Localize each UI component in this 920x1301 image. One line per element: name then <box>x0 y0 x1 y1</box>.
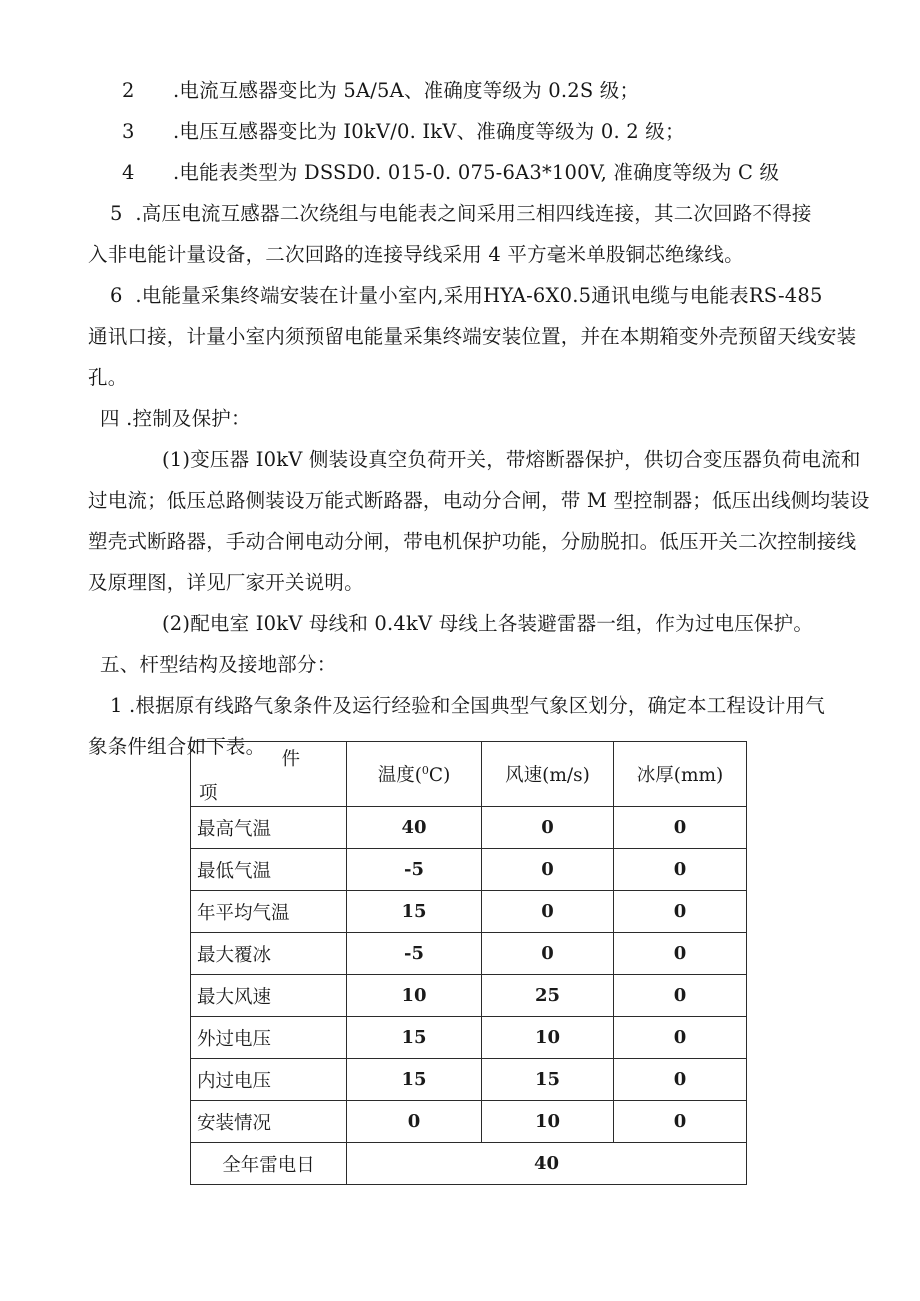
row-label: 内过电压 <box>191 1059 347 1101</box>
cell-windspeed: 0 <box>482 891 614 933</box>
degree-superscript: 0 <box>421 763 429 777</box>
table-row <box>191 1059 747 1101</box>
row-label: 最大风速 <box>191 975 347 1017</box>
cell-icethickness: 0 <box>614 1059 747 1101</box>
table-footer-row <box>191 1143 747 1185</box>
row-label: 最高气温 <box>191 807 347 849</box>
cell-windspeed: 15 <box>482 1059 614 1101</box>
cell-windspeed: 0 <box>482 933 614 975</box>
clause-2: (2)配电室 I0kV 母线和 0.4kV 母线上各装避雷器一组，作为过电压保护。 <box>162 612 814 635</box>
corner-top-label: 件 <box>281 749 300 770</box>
row-label: 外过电压 <box>191 1017 347 1059</box>
list-item-5-line2: 入非电能计量设备，二次回路的连接导线采用 4 平方毫米单股铜芯绝缘线。 <box>88 243 744 266</box>
cell-temperature: 40 <box>347 807 482 849</box>
list-item-2: 2 .电流互感器变比为 5A/5A、准确度等级为 0.2S 级； <box>122 79 640 102</box>
footer-row-label: 全年雷电日 <box>191 1143 347 1185</box>
table-row <box>191 807 747 849</box>
weather-conditions-table <box>190 741 747 1185</box>
column-header-temperature-suffix: C) <box>428 765 451 786</box>
cell-windspeed: 0 <box>482 849 614 891</box>
cell-temperature: 15 <box>347 891 482 933</box>
cell-icethickness: 0 <box>614 1101 747 1143</box>
document-body <box>88 70 870 767</box>
section-heading-four: 四 .控制及保护： <box>100 407 251 430</box>
clause-1-line3: 塑壳式断路器，手动合闸电动分闸，带电机保护功能，分励脱扣。低压开关二次控制接线 <box>88 530 857 553</box>
list-item-3: 3 .电压互感器变比为 I0kV/0. IkV、准确度等级为 0. 2 级； <box>122 120 685 143</box>
cell-temperature: 15 <box>347 1059 482 1101</box>
table-row <box>191 933 747 975</box>
list-item-5-line1: 5 .高压电流互感器二次绕组与电能表之间采用三相四线连接，其二次回路不得接 <box>110 202 812 225</box>
cell-temperature: 15 <box>347 1017 482 1059</box>
list-item-4: 4 .电能表类型为 DSSD0. 015-0. 075-6A3*100V, 准确度等级为 C 级 <box>122 161 780 184</box>
list-item-1-line1: 1 .根据原有线路气象条件及运行经验和全国典型气象区划分，确定本工程设计用气 <box>110 694 825 717</box>
cell-windspeed: 0 <box>482 807 614 849</box>
weather-conditions-table-wrapper <box>190 741 746 1185</box>
clause-1-line2: 过电流；低压总路侧装设万能式断路器，电动分合闸，带 M 型控制器；低压出线侧均装设 <box>88 489 870 512</box>
row-label: 年平均气温 <box>191 891 347 933</box>
row-label: 安装情况 <box>191 1101 347 1143</box>
column-header-icethickness: 冰厚(mm) <box>614 742 747 807</box>
cell-windspeed: 25 <box>482 975 614 1017</box>
list-item-6-line2: 通讯口接，计量小室内须预留电能量采集终端安装位置，并在本期箱变外壳预留天线安装 <box>88 325 857 348</box>
row-label: 最低气温 <box>191 849 347 891</box>
cell-icethickness: 0 <box>614 933 747 975</box>
cell-icethickness: 0 <box>614 1017 747 1059</box>
column-header-temperature-prefix: 温度( <box>377 765 422 786</box>
footer-row-value: 40 <box>347 1143 747 1185</box>
corner-bottom-label: 项 <box>199 783 218 804</box>
clause-1-line1: (1)变压器 I0kV 侧装设真空负荷开关，带熔断器保护，供切合变压器负荷电流和 <box>162 448 861 471</box>
table-row <box>191 891 747 933</box>
column-header-temperature <box>347 742 482 807</box>
list-item-1-line2: 象条件组合如下表。 <box>88 735 266 758</box>
table-row <box>191 975 747 1017</box>
cell-icethickness: 0 <box>614 975 747 1017</box>
cell-windspeed: 10 <box>482 1101 614 1143</box>
clause-1-line4: 及原理图，详见厂家开关说明。 <box>88 571 364 594</box>
table-row <box>191 1101 747 1143</box>
cell-temperature: -5 <box>347 849 482 891</box>
section-heading-five: 五、杆型结构及接地部分： <box>100 653 337 676</box>
cell-temperature: 10 <box>347 975 482 1017</box>
table-header-row <box>191 742 747 807</box>
cell-temperature: -5 <box>347 933 482 975</box>
cell-windspeed: 10 <box>482 1017 614 1059</box>
cell-icethickness: 0 <box>614 807 747 849</box>
cell-icethickness: 0 <box>614 891 747 933</box>
table-row <box>191 849 747 891</box>
cell-icethickness: 0 <box>614 849 747 891</box>
table-corner-cell <box>191 742 347 807</box>
list-item-6-line3: 孔。 <box>88 366 128 389</box>
list-item-6-line1: 6 .电能量采集终端安装在计量小室内,采用HYA-6X0.5通讯电缆与电能表RS-485 <box>110 284 823 307</box>
cell-temperature: 0 <box>347 1101 482 1143</box>
table-row <box>191 1017 747 1059</box>
column-header-windspeed: 风速(m/s) <box>482 742 614 807</box>
row-label: 最大覆冰 <box>191 933 347 975</box>
